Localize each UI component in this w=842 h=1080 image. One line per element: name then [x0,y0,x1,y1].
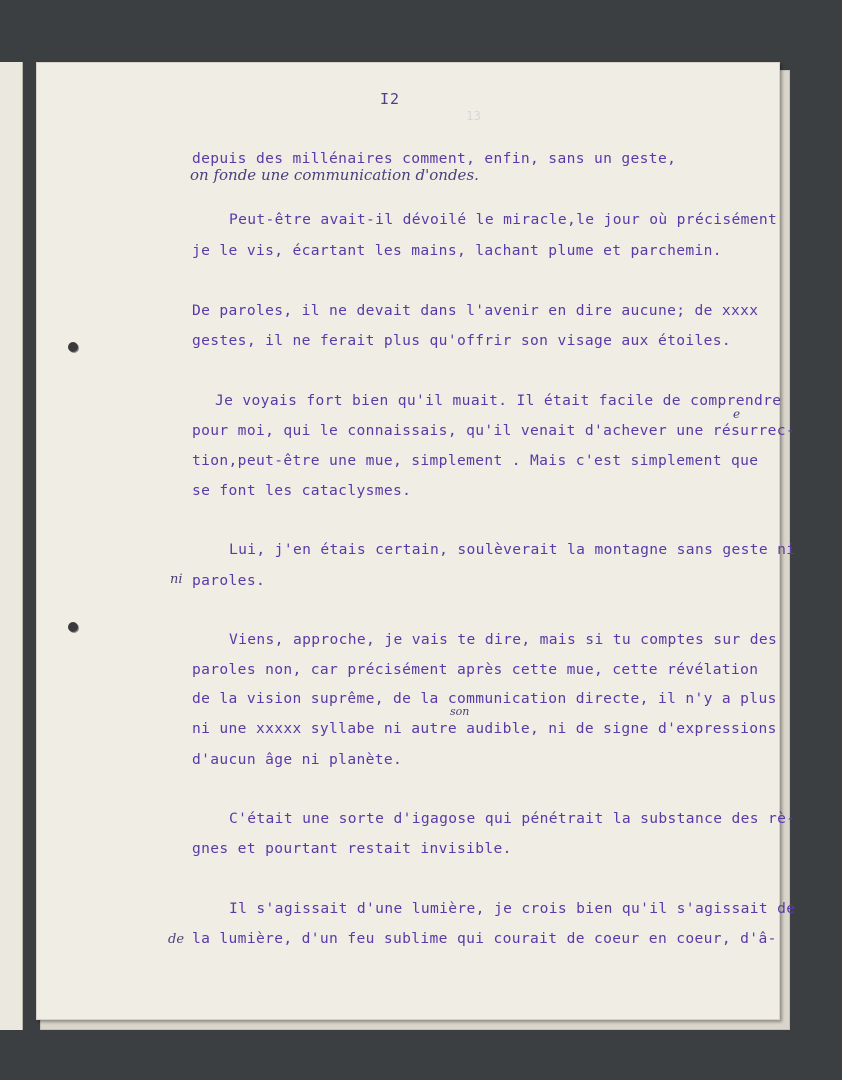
text-line: Je voyais fort bien qu'il muait. Il était facile de comprendre [215,392,782,409]
text-line: la lumière, d'un feu sublime qui courait de coeur en coeur, d'â- [192,930,777,947]
text-line: pour moi, qui le connaissais, qu'il venait d'achever une résurrec- [192,422,795,439]
text-line: Peut-être avait-il dévoilé le miracle,le jour où précisément [229,211,778,228]
text-line: se font les cataclysmes. [192,482,412,499]
bleed-through: 13 [466,108,482,123]
handwritten-annotation: e [733,407,741,421]
text-line: de la vision suprême, de la communication directe, il n'y a plus [192,690,777,707]
text-line: gestes, il ne ferait plus qu'offrir son visage aux étoiles. [192,332,732,349]
text-line: paroles non, car précisément après cette mue, cette révélation [192,661,759,678]
handwritten-annotation: on fonde une communication d'ondes. [190,166,479,184]
text-line: C'était une sorte d'igagose qui pénétrait la substance des rè- [229,810,796,827]
text-line: je le vis, écartant les mains, lachant plume et parchemin. [192,242,722,259]
text-line: De paroles, il ne devait dans l'avenir en dire aucune; de xxxx [192,302,759,319]
handwritten-annotation: ni [170,572,183,587]
text-line: tion,peut-être une mue, simplement . Mais c'est simplement que [192,452,759,469]
text-line: gnes et pourtant restait invisible. [192,840,512,857]
punch-hole [68,342,78,352]
text-line: d'aucun âge ni planète. [192,751,403,768]
text-line: Lui, j'en étais certain, soulèverait la montagne sans geste ni [229,541,796,558]
text-line: Viens, approche, je vais te dire, mais si tu comptes sur des [229,631,778,648]
text-line: depuis des millénaires comment, enfin, sans un geste, [192,150,677,167]
punch-hole [68,622,78,632]
page-number: I2 [380,90,401,108]
text-line: ni une xxxxx syllabe ni autre audible, ni de signe d'expressions [192,720,777,737]
handwritten-annotation: de [168,932,185,947]
text-line: Il s'agissait d'une lumière, je crois bien qu'il s'agissait de [229,900,796,917]
text-line: paroles. [192,572,266,589]
handwritten-annotation: son [450,705,470,718]
adjacent-page-edge [0,62,23,1030]
